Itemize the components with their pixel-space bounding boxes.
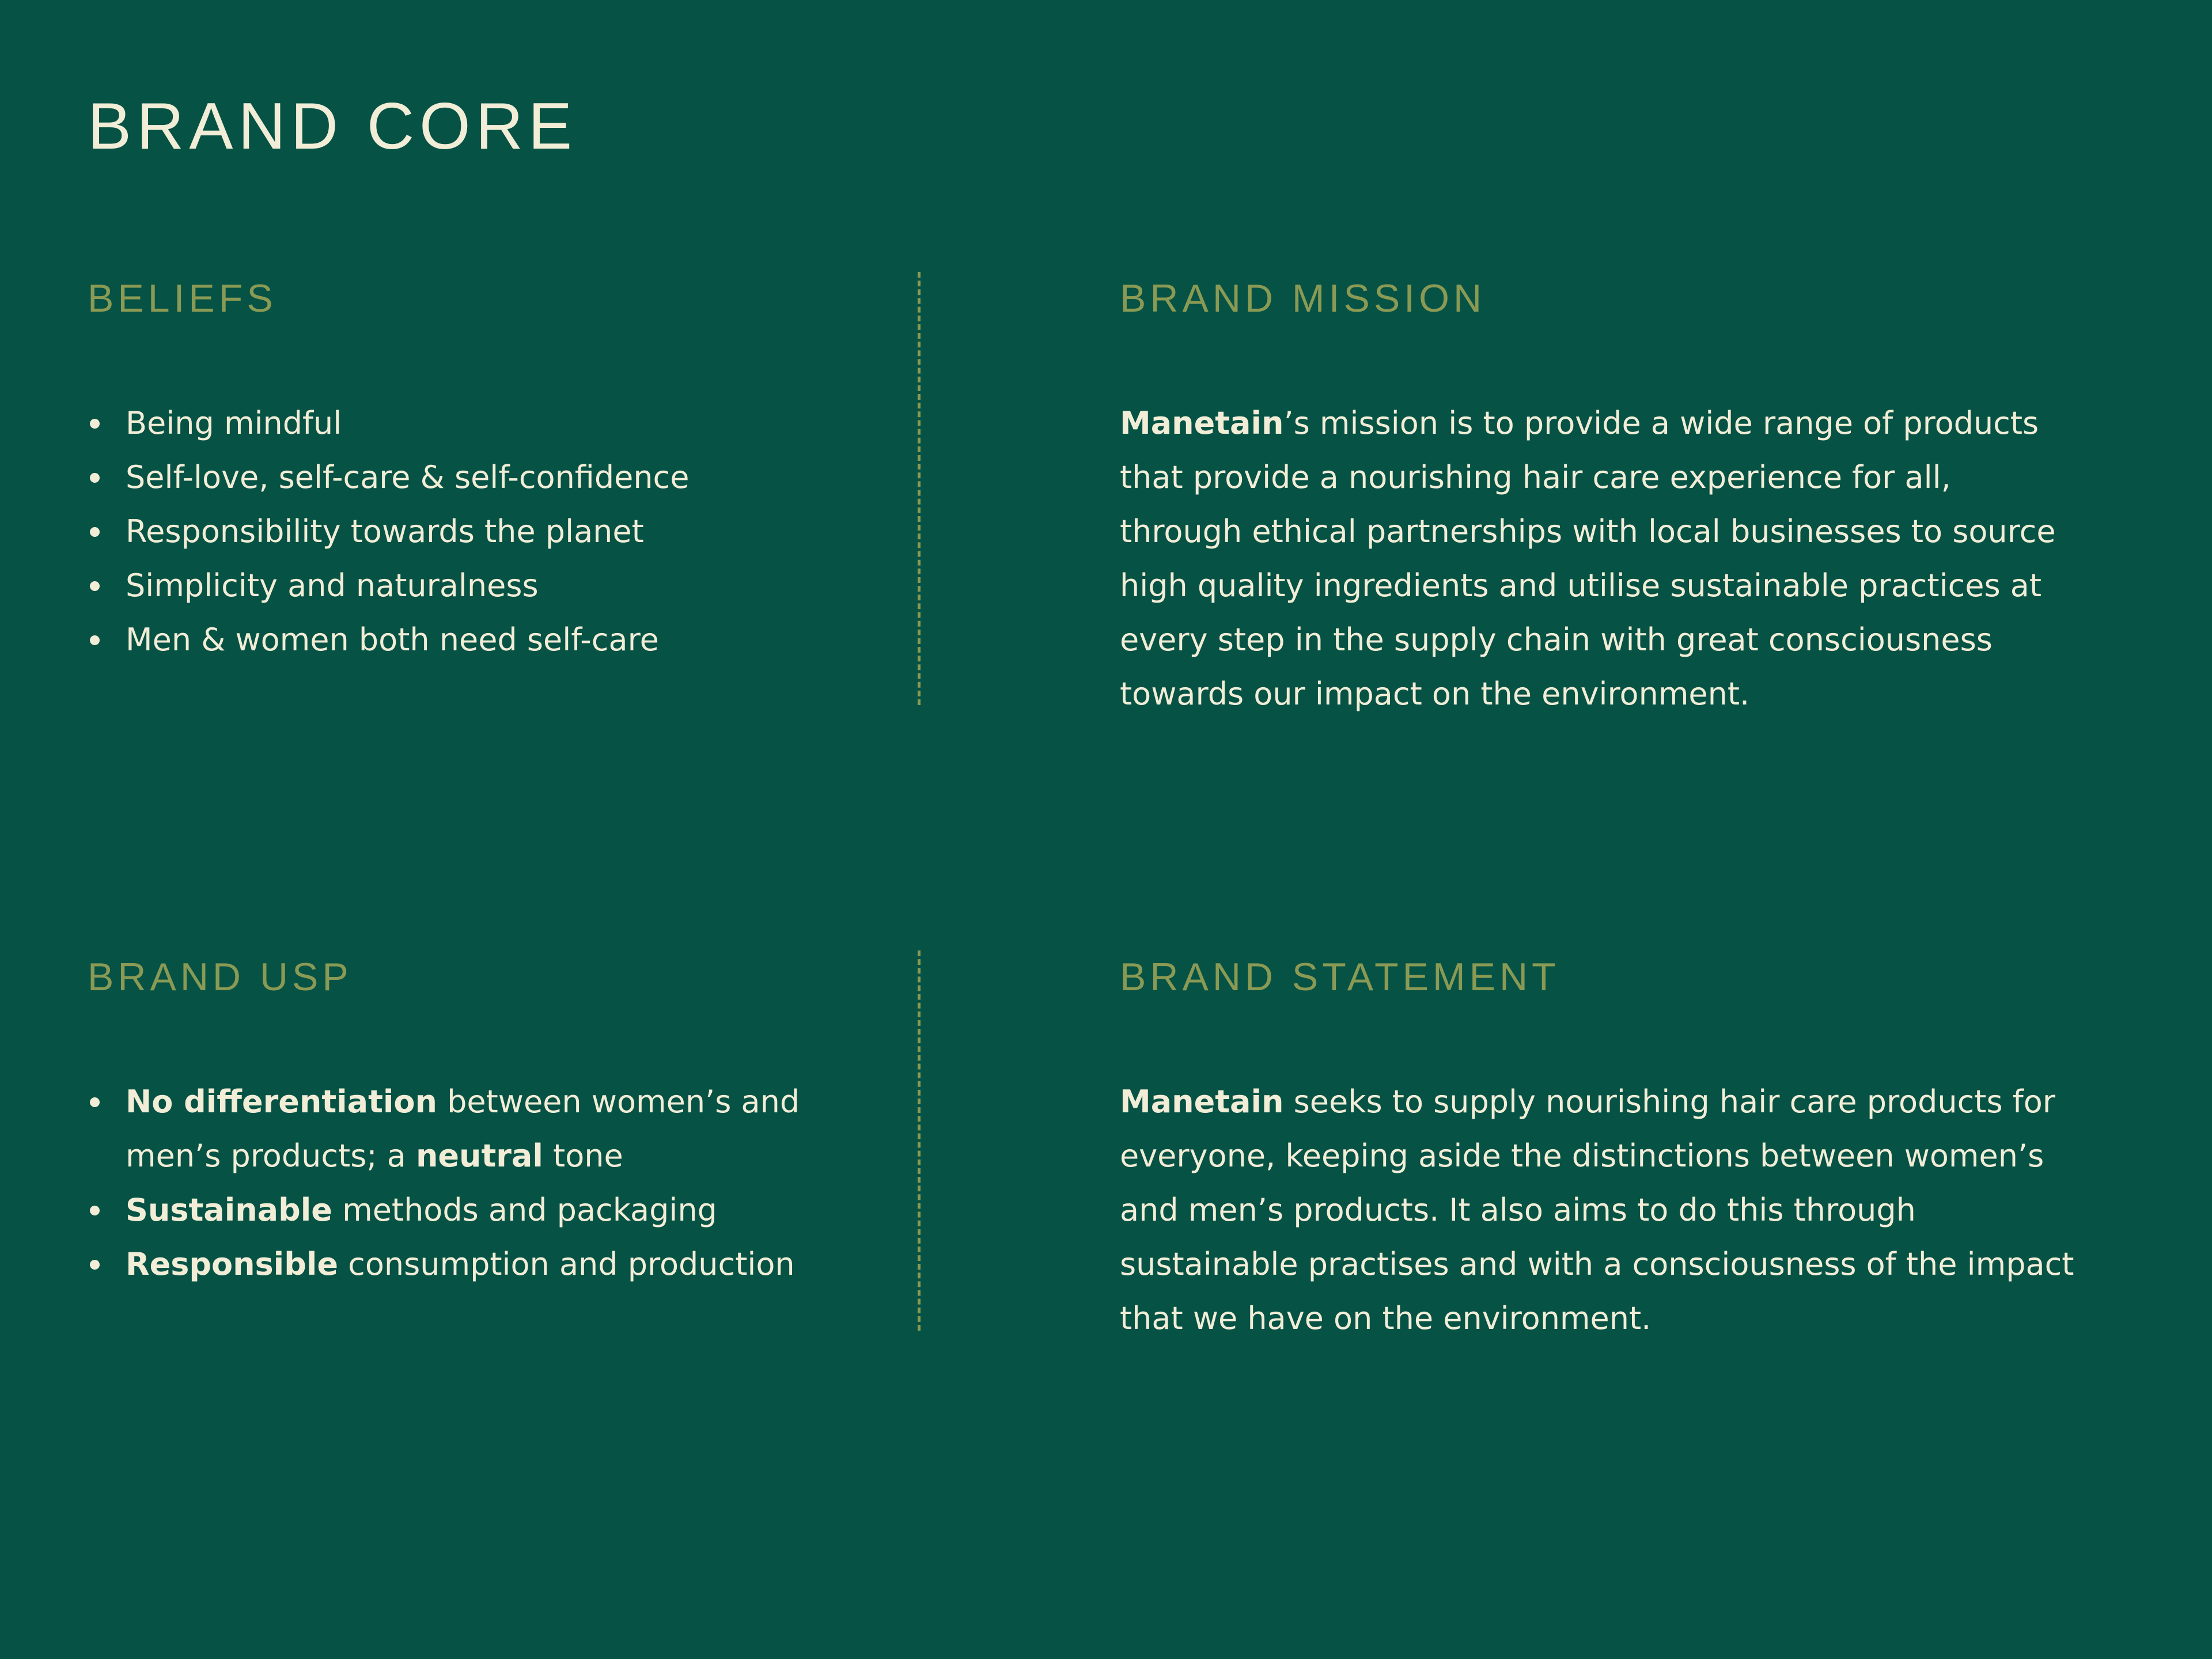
statement-title: BRAND STATEMENT: [1120, 955, 1560, 999]
usp-bold: Responsible: [126, 1246, 338, 1282]
beliefs-list: [88, 396, 848, 667]
usp-bold: neutral: [415, 1138, 543, 1174]
list-item: Being mindful: [88, 396, 848, 450]
list-item: [88, 1237, 808, 1291]
mission-title: BRAND MISSION: [1120, 276, 1486, 320]
statement-body: seeks to supply nourishing hair care products for everyone, keeping aside the distinctions between women’s and men’s products. It also aims to do this through sustainable practises and with a consciousness of the impact that we have on the environment.: [1120, 1084, 2074, 1336]
usp-text: methods and packaging: [332, 1192, 717, 1228]
usp-bold: Sustainable: [126, 1192, 332, 1228]
list-item: Simplicity and naturalness: [88, 559, 848, 613]
beliefs-title: BELIEFS: [88, 276, 277, 320]
usp-text: between women’s and men’s products; a: [126, 1084, 800, 1174]
list-item: Men & women both need self-care: [88, 613, 848, 667]
mission-text: [1120, 396, 2076, 721]
usp-text: consumption and production: [338, 1246, 795, 1282]
usp-title: BRAND USP: [88, 955, 353, 999]
list-item: Responsibility towards the planet: [88, 505, 848, 559]
statement-text: [1120, 1075, 2076, 1346]
usp-text: tone: [543, 1138, 623, 1174]
brand-name: Manetain: [1120, 405, 1284, 441]
list-item: Self-love, self-care & self-confidence: [88, 450, 848, 505]
brand-name: Manetain: [1120, 1084, 1284, 1120]
usp-bold: No differentiation: [126, 1084, 437, 1120]
bottom-divider: [918, 950, 921, 1331]
list-item: [88, 1183, 808, 1237]
top-divider: [918, 272, 921, 705]
page-title: BRAND CORE: [88, 90, 578, 163]
usp-list: [88, 1075, 808, 1291]
list-item: [88, 1075, 808, 1183]
mission-body: ’s mission is to provide a wide range of products that provide a nourishing hair care experience for all, through ethical partnerships with local businesses to source high quality ingredients and utilise sustainable practices at every step in the supply chain with great consciousness towards our impact on the environment.: [1120, 405, 2056, 712]
